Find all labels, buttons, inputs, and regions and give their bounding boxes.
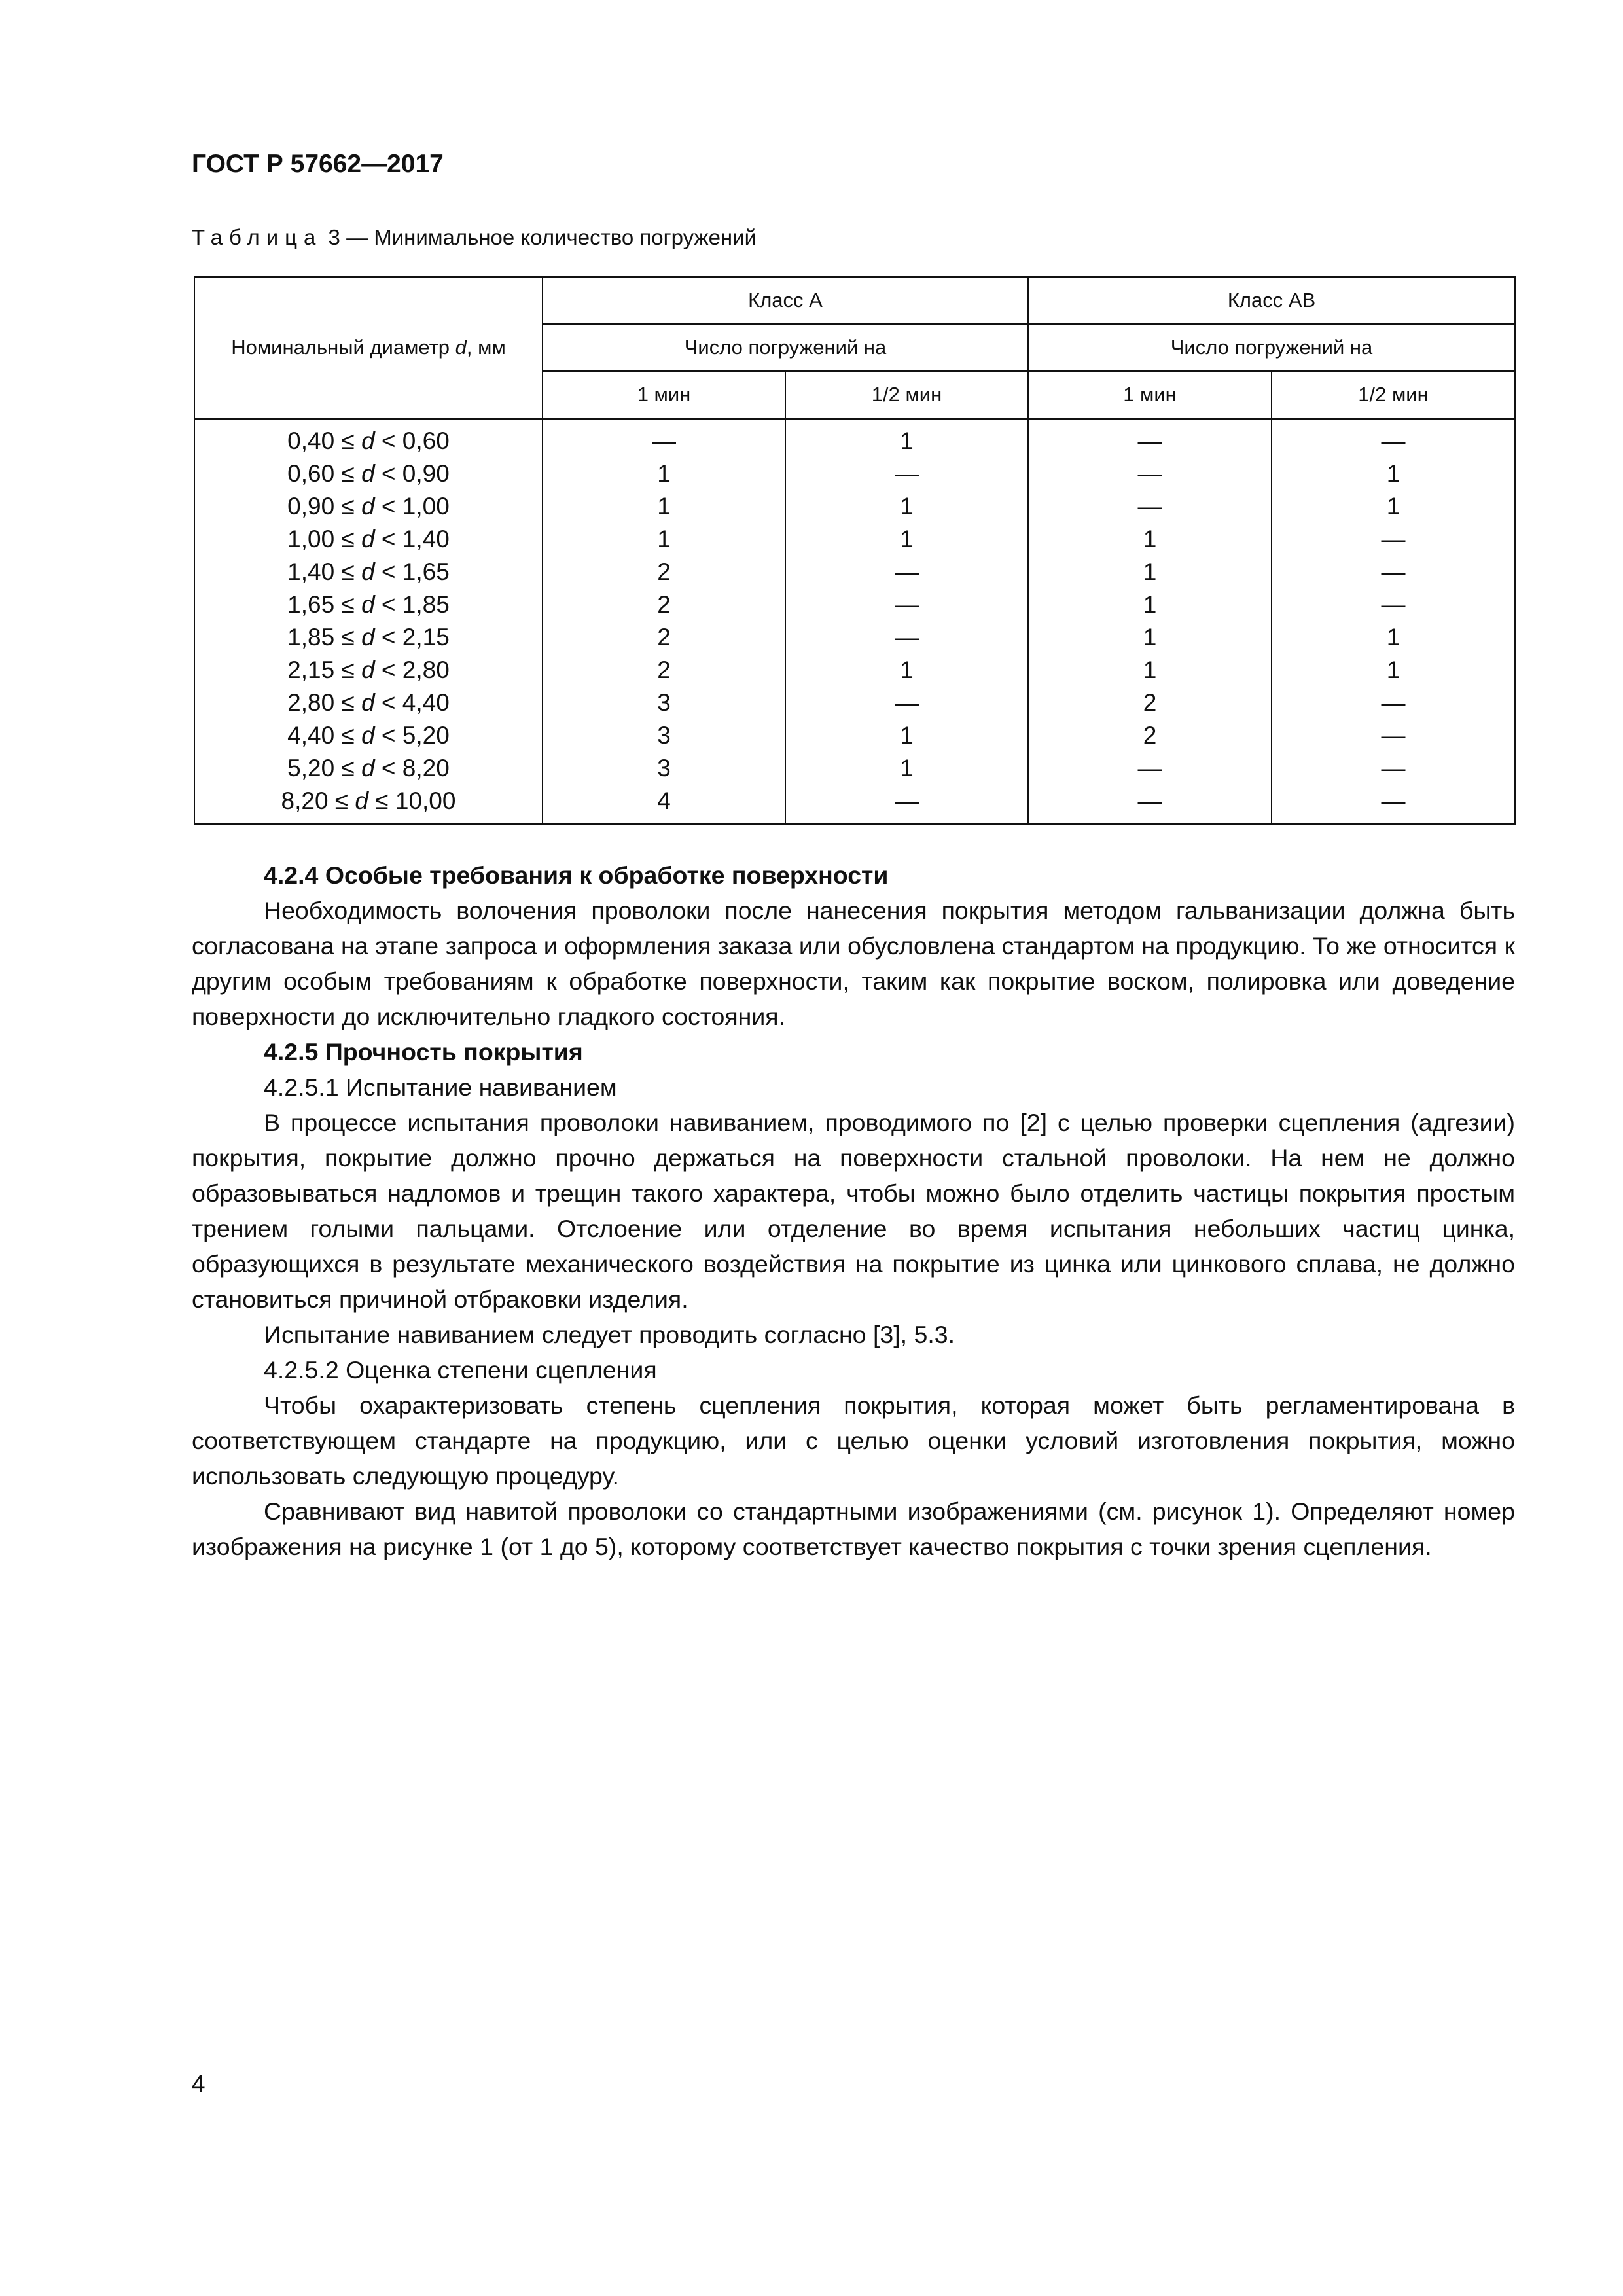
a-halfmin-value: — [785, 588, 1028, 621]
ab-halfmin-value: — [1272, 523, 1515, 556]
a-1min-value: 1 [543, 490, 785, 523]
ab-1min-value: 1 [1028, 523, 1272, 556]
paragraph: Испытание навиванием следует проводить согласно [3], 5.3. [264, 1321, 955, 1348]
ab-halfmin-value: — [1272, 588, 1515, 621]
body-text [192, 857, 1515, 1564]
a-halfmin-value: 1 [785, 654, 1028, 687]
a-halfmin-value: — [785, 457, 1028, 490]
paragraph: Необходимость волочения проволоки после нанесения покрытия методом гальванизации должна быть согласована на этапе запроса и оформления заказа или обусловлена стандартом на продукцию. То же относится к другим особым требованиям к обработке поверхности, таким как покрытие воском, полировка или доведение поверхности до исключительно гладкого состояния. [192, 897, 1515, 1030]
a-1min-value: 3 [543, 687, 785, 719]
diameter-range: 2,80 ≤ d < 4,40 [194, 687, 543, 719]
diameter-range: 1,65 ≤ d < 1,85 [194, 588, 543, 621]
ab-halfmin-value: — [1272, 719, 1515, 752]
diameter-range: 8,20 ≤ d ≤ 10,00 [194, 785, 543, 824]
document-header: ГОСТ Р 57662—2017 [192, 150, 444, 178]
a-halfmin-value: 1 [785, 523, 1028, 556]
diameter-range: 1,00 ≤ d < 1,40 [194, 523, 543, 556]
a-halfmin-value: — [785, 556, 1028, 588]
ab-1min-value: — [1028, 785, 1272, 824]
table-row [194, 785, 1515, 824]
ab-1min-value: — [1028, 419, 1272, 458]
a-halfmin-value: 1 [785, 419, 1028, 458]
table-caption-word: Таблица [192, 225, 323, 249]
diameter-column-header: Номинальный диаметр d, мм [194, 277, 543, 419]
diameter-range: 1,40 ≤ d < 1,65 [194, 556, 543, 588]
diameter-range: 0,90 ≤ d < 1,00 [194, 490, 543, 523]
a-halfmin-value: 1 [785, 719, 1028, 752]
subsection-heading-4-2-5-1: 4.2.5.1 Испытание навиванием [264, 1073, 617, 1101]
diameter-range: 4,40 ≤ d < 5,20 [194, 719, 543, 752]
table-row [194, 687, 1515, 719]
class-a-header: Класс А [543, 277, 1028, 325]
table-row [194, 523, 1515, 556]
table-row [194, 588, 1515, 621]
diameter-range: 0,40 ≤ d < 0,60 [194, 419, 543, 458]
a-1min-value: 1 [543, 457, 785, 490]
paragraph: Чтобы охарактеризовать степень сцепления покрытия, которая может быть регламентирована в соответствующем стандарте на продукцию, или с целью оценки условий изготовления покрытия, можно использовать следующую процедуру. [192, 1391, 1515, 1490]
table-row [194, 719, 1515, 752]
ab-1min-value: 1 [1028, 556, 1272, 588]
section-heading-4-2-5: 4.2.5 Прочность покрытия [264, 1038, 583, 1066]
immersions-ab-header: Число погружений на [1028, 324, 1515, 371]
a-halfmin-value: — [785, 687, 1028, 719]
table-row [194, 419, 1515, 458]
ab-1min-value: — [1028, 490, 1272, 523]
table-caption-title: 3 — Минимальное количество погружений [322, 225, 757, 249]
immersions-table [194, 276, 1516, 825]
a-1min-value: 2 [543, 556, 785, 588]
ab-halfmin-value: 1 [1272, 490, 1515, 523]
paragraph: В процессе испытания проволоки навиванием, проводимого по [2] с целью проверки сцепления (адгезии) покрытия, покрытие должно прочно держаться на поверхности стальной проволоки. На нем не должно образовываться надломов и трещин такого характера, чтобы можно было отделить частицы покрытия простым трением голыми пальцами. Отслоение или отделение во время испытания небольших частиц цинка, образующихся в результате механического воздействия на покрытие из цинка или цинкового сплава, не должно становиться причиной отбраковки изделия. [192, 1109, 1515, 1313]
ab-halfmin-value: 1 [1272, 621, 1515, 654]
a-1min-header: 1 мин [543, 371, 785, 419]
table-row [194, 621, 1515, 654]
ab-1min-value: 1 [1028, 588, 1272, 621]
diameter-range: 5,20 ≤ d < 8,20 [194, 752, 543, 785]
table-caption [192, 225, 757, 250]
table-row [194, 556, 1515, 588]
table-row [194, 490, 1515, 523]
ab-halfmin-value: 1 [1272, 654, 1515, 687]
table-row [194, 654, 1515, 687]
ab-halfmin-value: — [1272, 752, 1515, 785]
ab-halfmin-value: — [1272, 556, 1515, 588]
diameter-range: 2,15 ≤ d < 2,80 [194, 654, 543, 687]
table-row [194, 457, 1515, 490]
a-1min-value: 2 [543, 654, 785, 687]
a-1min-value: 1 [543, 523, 785, 556]
ab-halfmin-value: — [1272, 419, 1515, 458]
ab-halfmin-value: 1 [1272, 457, 1515, 490]
immersions-a-header: Число погружений на [543, 324, 1028, 371]
a-1min-value: 3 [543, 719, 785, 752]
class-ab-header: Класс АВ [1028, 277, 1515, 325]
a-halfmin-value: — [785, 621, 1028, 654]
ab-1min-value: 1 [1028, 654, 1272, 687]
paragraph: Сравнивают вид навитой проволоки со стандартными изображениями (см. рисунок 1). Определяют номер изображения на рисунке 1 (от 1 до 5), которому соответствует качество покрытия с точки зрения сцепления. [192, 1498, 1515, 1560]
ab-1min-value: 2 [1028, 687, 1272, 719]
diameter-range: 1,85 ≤ d < 2,15 [194, 621, 543, 654]
ab-halfmin-value: — [1272, 687, 1515, 719]
section-heading-4-2-4: 4.2.4 Особые требования к обработке поверхности [264, 861, 889, 889]
ab-1min-value: 2 [1028, 719, 1272, 752]
a-1min-value: — [543, 419, 785, 458]
a-halfmin-value: 1 [785, 752, 1028, 785]
ab-halfmin-value: — [1272, 785, 1515, 824]
ab-1min-value: 1 [1028, 621, 1272, 654]
table-row [194, 752, 1515, 785]
ab-1min-header: 1 мин [1028, 371, 1272, 419]
page-number: 4 [192, 2070, 205, 2097]
a-halfmin-header: 1/2 мин [785, 371, 1028, 419]
a-1min-value: 4 [543, 785, 785, 824]
subsection-heading-4-2-5-2: 4.2.5.2 Оценка степени сцепления [264, 1356, 657, 1384]
diameter-range: 0,60 ≤ d < 0,90 [194, 457, 543, 490]
a-1min-value: 2 [543, 588, 785, 621]
a-halfmin-value: — [785, 785, 1028, 824]
a-1min-value: 2 [543, 621, 785, 654]
a-halfmin-value: 1 [785, 490, 1028, 523]
ab-halfmin-header: 1/2 мин [1272, 371, 1515, 419]
ab-1min-value: — [1028, 457, 1272, 490]
a-1min-value: 3 [543, 752, 785, 785]
ab-1min-value: — [1028, 752, 1272, 785]
